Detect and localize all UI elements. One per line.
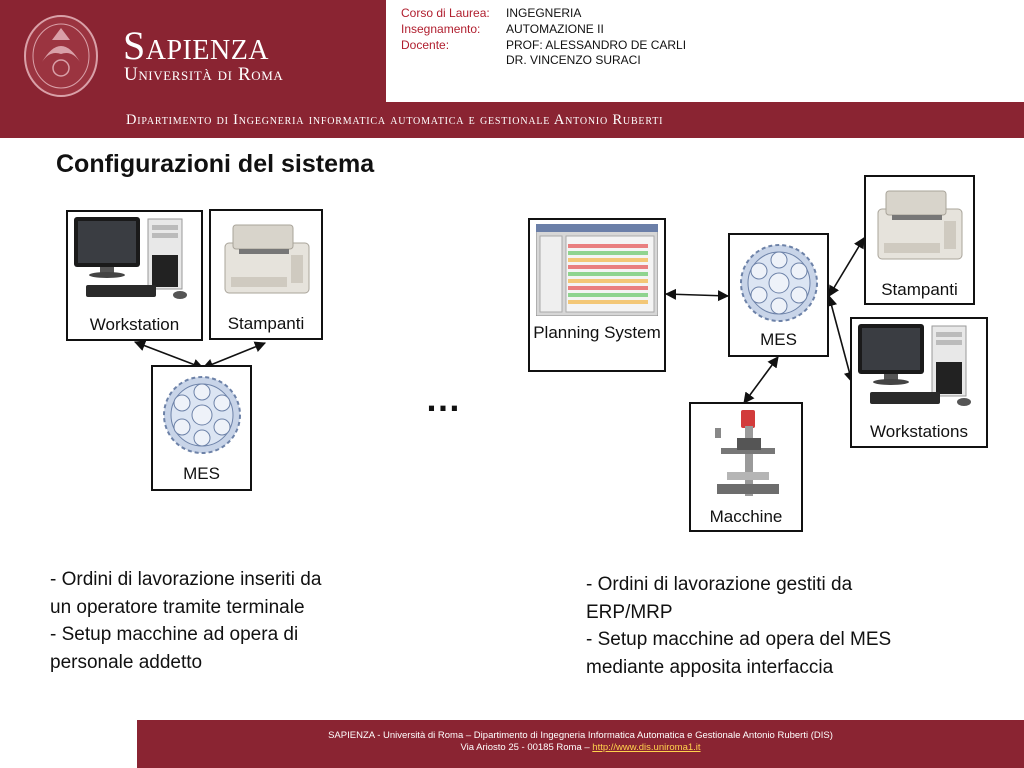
mes-label-left: MES (183, 464, 220, 483)
workstations-label: Workstations (870, 422, 968, 441)
brand-name: Sapienza (123, 23, 270, 68)
arrow-mes-printers (829, 238, 864, 296)
mes-gear-icon (739, 243, 819, 323)
mes-label-right: MES (760, 330, 797, 349)
printer-icon (219, 219, 315, 301)
teacher-label: Docente: (401, 38, 450, 52)
printers-label-right: Stampanti (881, 280, 958, 299)
machines-box (689, 402, 803, 532)
right-note-line: - Ordini di lavorazione gestiti da (586, 574, 853, 595)
printers-box (209, 209, 323, 340)
slide-title: Configurazioni del sistema (56, 150, 375, 178)
workstation-icon (854, 322, 984, 410)
left-notes (50, 566, 410, 676)
brand-subtitle: Università di Roma (124, 64, 284, 85)
department-name: Dipartimento di Ingegneria informatica automatica e gestionale Antonio Ruberti (126, 112, 664, 128)
printers-label: Stampanti (227, 314, 305, 333)
left-note-line: - Setup macchine ad opera di (50, 624, 299, 645)
course-label: Corso di Laurea: (401, 6, 490, 20)
left-note-line: - Ordini di lavorazione inseriti da (50, 569, 322, 590)
footer-street: Via Ariosto 25 - 00185 Roma – (460, 742, 593, 753)
mes-gear-icon (162, 375, 242, 455)
arrow-planning-mes (666, 294, 728, 296)
planning-system-label: Planning System (533, 323, 661, 342)
workstation-icon (70, 215, 200, 303)
footer-address: SAPIENZA - Università di Roma – Dipartimento di Ingegneria Informatica Automatica e Gestionale Antonio Ruberti (DIS) (328, 730, 833, 741)
workstation-box (66, 210, 203, 341)
left-note-line: personale addetto (50, 651, 203, 673)
left-note-line: un operatore tramite terminale (50, 596, 305, 618)
right-note-line: mediante apposita interfaccia (586, 656, 834, 678)
workstations-box (850, 317, 988, 448)
3d-printer-icon (711, 408, 785, 500)
planning-system-box (528, 218, 666, 372)
ellipsis: … (425, 378, 461, 419)
teacher-value-2: DR. VINCENZO SURACI (506, 53, 641, 67)
printers-box-right (864, 175, 975, 305)
mes-box-left (151, 365, 252, 491)
right-note-line: - Setup macchine ad opera del MES (586, 629, 892, 650)
right-note-line: ERP/MRP (586, 601, 673, 623)
subject-label: Insegnamento: (401, 22, 481, 36)
arrow-mes-workstations (829, 296, 852, 382)
right-notes (586, 571, 986, 681)
printer-icon (872, 185, 968, 267)
footer-contact (137, 742, 1024, 753)
arrow-mes-machines (744, 357, 778, 403)
planning-screen-icon (536, 224, 658, 316)
mes-box-right (728, 233, 829, 357)
machines-label: Macchine (709, 507, 783, 526)
workstation-label: Workstation (89, 315, 180, 334)
teacher-value: PROF: ALESSANDRO DE CARLI (506, 38, 687, 52)
footer-website-link[interactable]: http://www.dis.uniroma1.it (592, 742, 701, 753)
course-value: INGEGNERIA (506, 6, 582, 20)
subject-value: AUTOMAZIONE II (506, 22, 604, 36)
